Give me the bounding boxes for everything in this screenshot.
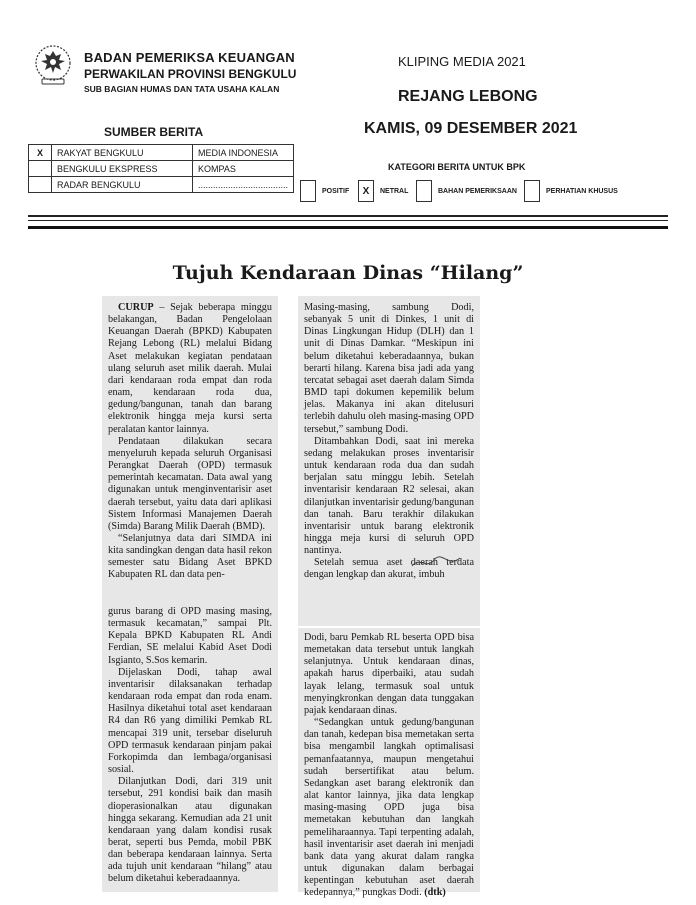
category-netral <box>358 180 408 202</box>
category-checkbox <box>524 180 540 202</box>
source-name: MEDIA INDONESIA <box>193 145 294 161</box>
article-column <box>298 628 480 899</box>
kliping-label: KLIPING MEDIA 2021 <box>398 54 526 69</box>
category-label: POSITIF <box>322 187 350 195</box>
article-paragraph: Masing-masing, sambung Dodi, sebanyak 5 unit di Dinkes, 1 unit di Dinas Lingkungan Hidup (DLH) dan 1 unit di Dinas Damkar. “Meskipun ini belum diketahui keberadaannya, bukan berarti hilang. Karena bisa jadi ada yang tercatat sebagai aset daerah dalam Simda BMD tapi dokumen kepemilik belum jelas. Makanya ini akan ditelusuri terlebih dahulu oleh masing-masing OPD tersebut,” sambung Dodi. <box>304 302 474 435</box>
source-name: .................................... <box>193 177 294 193</box>
category-label: PERHATIAN KHUSUS <box>546 187 618 195</box>
article-paragraph: “Sedangkan untuk gedung/bangunan dan tanah, kedepan bisa memetakan serta bisa mengambil langkah optimalisasi pemanfaatannya, maupun mengetahui sudah bersertifikat atau belum. Sedangkan aset barang elektronik dan alat kantor lainnya, jika data lengkap masing-masing OPD juga bisa memetakan kebutuhan dan langkah pemeliharaannya. Tapi terpenting adalah, hasil inventarisir aset daerah ini menjadi bank data yang akurat dalam rangka untuk digunakan dalam berbagai kepentingan kebutuhan aset daerah kedepannya,” pungkas Dodi. (dtk) <box>304 717 474 899</box>
article-column <box>102 600 278 892</box>
article-paragraph: “Selanjutnya data dari SIMDA ini kita sandingkan dengan data hasil rekon semester satu Bidang Aset BPKD Kabupaten RL dan data pen- <box>108 532 272 581</box>
category-label: BAHAN PEMERIKSAAN <box>438 187 517 195</box>
source-mark <box>29 161 52 177</box>
article-paragraph: Ditambahkan Dodi, saat ini mereka sedang melakukan proses inventarisir untuk kendaraan roda dua dan sudah berjalan satu minggu lebih. Setelah inventarisir kendaraan R2 selesai, akan dilanjutkan inventarisir gedung/bangunan dan tanah. Baru terakhir dilakukan inventarisir untuk barang elektronik hingga meja kursi di seluruh OPD nantinya. <box>304 435 474 557</box>
sources-heading: SUMBER BERITA <box>104 125 204 139</box>
category-checkbox <box>300 180 316 202</box>
header-divider <box>28 215 668 217</box>
source-name: RAKYAT BENGKULU <box>52 145 193 161</box>
garuda-emblem-icon <box>30 42 76 88</box>
byline-sign: (dtk) <box>424 887 446 899</box>
article-column <box>298 296 480 626</box>
source-mark: X <box>29 145 52 161</box>
org-branch: PERWAKILAN PROVINSI BENGKULU <box>84 67 297 81</box>
source-name: BENGKULU EKSPRESS <box>52 161 193 177</box>
header-divider <box>28 220 668 221</box>
category-checkbox: X <box>358 180 374 202</box>
source-row <box>29 145 294 161</box>
category-bahan-pemeriksaan <box>416 180 517 202</box>
handwritten-mark-icon <box>410 552 462 572</box>
article-paragraph: CURUP – Sejak beberapa minggu belakangan, Badan Pengelolaan Keuangan Daerah (BPKD) Kabupaten Rejang Lebong (RL) melalui Bidang Aset melakukan kegiatan pendataan ulang seluruh aset milik daerah. Mulai dari kendaraan roda empat dan roda enam, kendaraan roda dua, gedung/bangunan, tanah dan barang elektronik hingga meja kursi serta peralatan kantor lainnya. <box>108 302 272 435</box>
category-label: NETRAL <box>380 187 409 195</box>
org-unit: SUB BAGIAN HUMAS DAN TATA USAHA KALAN <box>84 84 280 94</box>
category-positif <box>300 180 349 202</box>
category-checkbox <box>416 180 432 202</box>
region-label: REJANG LEBONG <box>398 88 538 105</box>
org-name: BADAN PEMERIKSA KEUANGAN <box>84 50 295 65</box>
category-perhatian-khusus <box>524 180 618 202</box>
sources-table <box>28 144 294 193</box>
header-divider <box>28 226 668 229</box>
article-paragraph: Pendataan dilakukan secara menyeluruh kepada seluruh Organisasi Perangkat Daerah (OPD) termasuk pemerintah kecamatan. Data awal yang digunakan untuk menginventarisir aset daerah tersebut, yaitu data dari aplikasi Sistem Informasi Manajemen Daerah (Simda) Barang Milik Daerah (BMD). <box>108 435 272 532</box>
article-paragraph: gurus barang di OPD masing masing, termasuk kecamatan,” sampai Plt. Kepala BPKD Kabupaten RL Andi Ferdian, SE melalui Kabid Aset Dodi Isgianto, S.Sos kemarin. <box>108 606 272 666</box>
dateline-lead: CURUP <box>118 302 154 313</box>
publish-date: KAMIS, 09 DESEMBER 2021 <box>364 120 578 137</box>
source-row <box>29 177 294 193</box>
source-row <box>29 161 294 177</box>
source-name: KOMPAS <box>193 161 294 177</box>
article-paragraph: Dijelaskan Dodi, tahap awal inventarisir dilaksanakan terhadap kendaraan roda empat dan roda enam. Hasilnya diketahui total aset kendaraan R4 dan R6 yang dimiliki Pemkab RL mencapai 319 unit, tersebar diseluruh OPD termasuk kendaraan pinjam pakai Forkopimda dan lembaga/organisasi sosial. <box>108 666 272 776</box>
article-paragraph: Dilanjutkan Dodi, dari 319 unit tersebut, 291 kondisi baik dan masih dioperasionalkan atau digunakan hingga sekarang. Kemudian ada 21 unit kendaraan yang dalam kondisi rusak berat, seperti bus Pemda, mobil PBK dan beberapa kendaraan lainnya. Serta ada tujuh unit kendaraan “hilang” atau belum diketahui keberadaannya. <box>108 776 272 885</box>
article-paragraph: Setelah semua aset daerah terdata dengan lengkap dan akurat, imbuh <box>304 557 474 581</box>
article-title: Tujuh Kendaraan Dinas “Hilang” <box>172 262 524 284</box>
article-paragraph: Dodi, baru Pemkab RL beserta OPD bisa memetakan data tersebut untuk langkah selanjutnya. Untuk kendaraan dinas, apakah harus diperbaiki, atau sudah layak lelang, termasuk soal untuk menyingkronkan dengan data tunggakan pajak kendaraan dinas. <box>304 632 474 716</box>
source-name: RADAR BENGKULU <box>52 177 193 193</box>
category-heading: KATEGORI BERITA UNTUK BPK <box>388 162 526 172</box>
source-mark <box>29 177 52 193</box>
article-column <box>102 296 278 600</box>
